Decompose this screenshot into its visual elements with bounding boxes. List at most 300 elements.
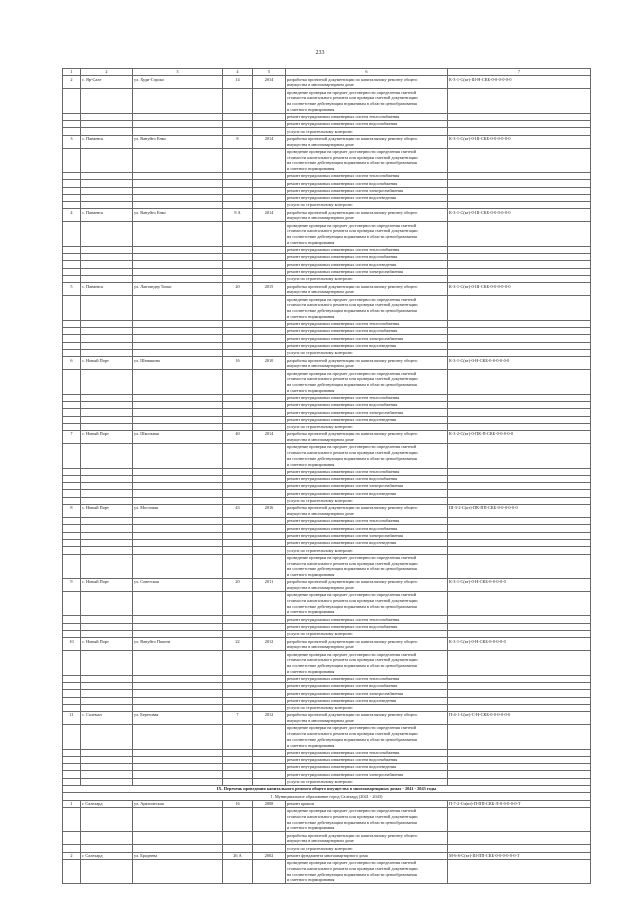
- empty-cell: [223, 845, 253, 852]
- empty-cell: [133, 682, 223, 689]
- work-item-cell: ремонт внутридомовых инженерных систем водоснабжения: [286, 180, 448, 187]
- empty-cell: [223, 532, 253, 539]
- empty-cell: [448, 128, 591, 135]
- empty-cell: [223, 756, 253, 763]
- empty-cell: [223, 444, 253, 468]
- empty-cell: [133, 483, 223, 490]
- row-number-cell: 7: [63, 431, 81, 444]
- capital-repair-table: [62, 68, 591, 884]
- empty-cell: [81, 616, 133, 623]
- table-row: [63, 638, 591, 651]
- empty-cell: [81, 409, 133, 416]
- empty-cell: [63, 261, 81, 268]
- work-item-cell: проведение проверки на предмет достоверности определения сметной стоимости капитального ремонта или проверки сметной документации на соответствие действующим нормативам в области ценообразования и сметного нормирования: [286, 859, 448, 883]
- empty-cell: [133, 180, 223, 187]
- work-item-cell: услуги по строительному контролю: [286, 547, 448, 554]
- empty-cell: [81, 444, 133, 468]
- empty-cell: [63, 630, 81, 637]
- table-subrow: [63, 554, 591, 578]
- empty-cell: [133, 675, 223, 682]
- empty-cell: [63, 616, 81, 623]
- empty-cell: [133, 254, 223, 261]
- work-item-cell: разработка проектной документации по капитальному ремонту общего имущества в многоквартирном доме: [286, 283, 448, 296]
- empty-cell: [81, 690, 133, 697]
- empty-cell: [253, 859, 286, 883]
- work-item-cell: ремонт внутридомовых инженерных систем водоотведения: [286, 261, 448, 268]
- empty-cell: [448, 778, 591, 785]
- empty-cell: [223, 771, 253, 778]
- empty-cell: [81, 539, 133, 546]
- empty-cell: [63, 416, 81, 423]
- empty-cell: [223, 547, 253, 554]
- work-item-cell: ремонт фундамента многоквартирного дома: [286, 852, 448, 859]
- table-subrow: [63, 342, 591, 349]
- house-number-cell: 20: [223, 578, 253, 591]
- table-body-part1: [63, 76, 591, 786]
- work-item-cell: ремонт внутридомовых инженерных систем электроснабжения: [286, 268, 448, 275]
- street-cell: ул. Броднева: [133, 852, 223, 859]
- empty-cell: [63, 276, 81, 283]
- street-cell: ул. Шемякина: [133, 357, 223, 370]
- table-subrow: [63, 148, 591, 172]
- table-subrow: [63, 845, 591, 852]
- empty-cell: [448, 651, 591, 675]
- empty-cell: [81, 128, 133, 135]
- work-item-cell: услуги по строительному контролю: [286, 128, 448, 135]
- empty-cell: [253, 490, 286, 497]
- year-cell: 2008: [253, 800, 286, 807]
- work-item-cell: разработка проектной документации по капитальному ремонту общего имущества в многоквартирном доме: [286, 357, 448, 370]
- table-subrow: [63, 807, 591, 831]
- empty-cell: [133, 468, 223, 475]
- table-subrow: [63, 187, 591, 194]
- empty-cell: [223, 778, 253, 785]
- empty-cell: [448, 490, 591, 497]
- year-cell: 2011: [253, 578, 286, 591]
- empty-cell: [223, 623, 253, 630]
- empty-cell: [133, 370, 223, 394]
- empty-cell: [448, 416, 591, 423]
- empty-cell: [253, 335, 286, 342]
- empty-cell: [448, 335, 591, 342]
- code-cell: П-4-1-С(кт)-С-Н-СКБ-0-0-0-0-0-0: [448, 712, 591, 725]
- code-cell: К-3-2-С(кт)-0-ПК-П-СКБ-0-0-0-0-0: [448, 431, 591, 444]
- year-cell: 2012: [253, 638, 286, 651]
- column-number: 4: [223, 69, 253, 76]
- table-subrow: [63, 497, 591, 504]
- work-item-cell: услуги по строительному контролю: [286, 630, 448, 637]
- empty-cell: [223, 651, 253, 675]
- empty-cell: [448, 591, 591, 615]
- empty-cell: [223, 148, 253, 172]
- table-subrow: [63, 254, 591, 261]
- work-item-cell: ремонт внутридомовых инженерных систем теплоснабжения: [286, 749, 448, 756]
- empty-cell: [133, 296, 223, 320]
- locality-cell: с. Салемал: [81, 712, 133, 725]
- empty-cell: [253, 697, 286, 704]
- work-item-cell: ремонт внутридомовых инженерных систем теплоснабжения: [286, 173, 448, 180]
- work-item-cell: ремонт внутридомовых инженерных систем электроснабжения: [286, 532, 448, 539]
- table-row: [63, 578, 591, 591]
- empty-cell: [223, 121, 253, 128]
- locality-cell: г. Салехард: [81, 800, 133, 807]
- empty-cell: [253, 832, 286, 845]
- empty-cell: [81, 89, 133, 113]
- empty-cell: [253, 320, 286, 327]
- empty-cell: [63, 121, 81, 128]
- empty-cell: [253, 370, 286, 394]
- empty-cell: [81, 623, 133, 630]
- empty-cell: [223, 525, 253, 532]
- work-item-cell: ремонт внутридомовых инженерных систем электроснабжения: [286, 771, 448, 778]
- empty-cell: [253, 194, 286, 201]
- code-cell: К-3-1-С(кт)-0-Н-СКБ-0-0-0-0-0-0: [448, 357, 591, 370]
- empty-cell: [81, 475, 133, 482]
- table-subrow: [63, 89, 591, 113]
- empty-cell: [63, 202, 81, 209]
- empty-cell: [81, 187, 133, 194]
- empty-cell: [253, 202, 286, 209]
- empty-cell: [448, 320, 591, 327]
- empty-cell: [81, 483, 133, 490]
- row-number-cell: 3: [63, 135, 81, 148]
- empty-cell: [81, 756, 133, 763]
- empty-cell: [448, 547, 591, 554]
- empty-cell: [253, 725, 286, 749]
- empty-cell: [81, 254, 133, 261]
- empty-cell: [223, 483, 253, 490]
- house-number-cell: 14: [223, 76, 253, 89]
- empty-cell: [133, 697, 223, 704]
- empty-cell: [223, 630, 253, 637]
- table-subrow: [63, 630, 591, 637]
- empty-cell: [253, 807, 286, 831]
- empty-cell: [253, 328, 286, 335]
- empty-cell: [133, 409, 223, 416]
- empty-cell: [133, 623, 223, 630]
- empty-cell: [223, 682, 253, 689]
- empty-cell: [253, 616, 286, 623]
- table-subrow: [63, 756, 591, 763]
- table-row: [63, 135, 591, 148]
- empty-cell: [63, 771, 81, 778]
- empty-cell: [223, 423, 253, 430]
- empty-cell: [133, 778, 223, 785]
- empty-cell: [81, 490, 133, 497]
- empty-cell: [133, 832, 223, 845]
- work-item-cell: услуги по строительному контролю: [286, 423, 448, 430]
- work-item-cell: проведение проверки на предмет достоверности определения сметной стоимости капитального ремонта или проверки сметной документации на соответствие действующим нормативам в области ценообразования и сметного нормирования: [286, 725, 448, 749]
- column-number: 2: [81, 69, 133, 76]
- empty-cell: [223, 268, 253, 275]
- empty-cell: [63, 547, 81, 554]
- table-subrow: [63, 764, 591, 771]
- empty-cell: [81, 468, 133, 475]
- table-subrow: [63, 468, 591, 475]
- empty-cell: [223, 222, 253, 246]
- year-cell: 2014: [253, 431, 286, 444]
- municipality-title: 1. Муниципальное образование город Салехард (2041 - 2043): [63, 793, 591, 800]
- empty-cell: [253, 261, 286, 268]
- empty-cell: [63, 148, 81, 172]
- empty-cell: [133, 771, 223, 778]
- street-cell: ул. Вануйто Енко: [133, 135, 223, 148]
- table-row: [63, 852, 591, 859]
- table-subrow: [63, 725, 591, 749]
- empty-cell: [133, 518, 223, 525]
- year-cell: 2012: [253, 712, 286, 725]
- empty-cell: [448, 349, 591, 356]
- table-subrow: [63, 651, 591, 675]
- street-cell: ул. Школьная: [133, 431, 223, 444]
- work-item-cell: ремонт внутридомовых инженерных систем водоотведения: [286, 764, 448, 771]
- empty-cell: [63, 483, 81, 490]
- empty-cell: [133, 401, 223, 408]
- empty-cell: [81, 296, 133, 320]
- empty-cell: [63, 394, 81, 401]
- empty-cell: [223, 697, 253, 704]
- empty-cell: [63, 320, 81, 327]
- empty-cell: [253, 475, 286, 482]
- empty-cell: [448, 401, 591, 408]
- empty-cell: [81, 202, 133, 209]
- empty-cell: [448, 394, 591, 401]
- locality-cell: г. Салехард: [81, 852, 133, 859]
- locality-cell: с. Новый Порт: [81, 578, 133, 591]
- year-cell: 2014: [253, 209, 286, 222]
- empty-cell: [133, 113, 223, 120]
- year-cell: 2010: [253, 357, 286, 370]
- empty-cell: [448, 202, 591, 209]
- empty-cell: [81, 630, 133, 637]
- empty-cell: [81, 682, 133, 689]
- work-item-cell: ремонт внутридомовых инженерных систем водоснабжения: [286, 525, 448, 532]
- empty-cell: [63, 845, 81, 852]
- work-item-cell: ремонт внутридомовых инженерных систем теплоснабжения: [286, 113, 448, 120]
- empty-cell: [448, 554, 591, 578]
- empty-cell: [81, 246, 133, 253]
- locality-cell: с. Новый Порт: [81, 431, 133, 444]
- table-subrow: [63, 444, 591, 468]
- empty-cell: [81, 807, 133, 831]
- empty-cell: [253, 121, 286, 128]
- house-number-cell: 22: [223, 638, 253, 651]
- empty-cell: [81, 222, 133, 246]
- empty-cell: [253, 749, 286, 756]
- work-item-cell: проведение проверки на предмет достоверности определения сметной стоимости капитального ремонта или проверки сметной документации на соответствие действующим нормативам в области ценообразования и сметного нормирования: [286, 444, 448, 468]
- work-item-cell: ремонт внутридомовых инженерных систем теплоснабжения: [286, 675, 448, 682]
- house-number-cell: 16: [223, 800, 253, 807]
- column-number: 7: [448, 69, 591, 76]
- work-item-cell: ремонт внутридомовых инженерных систем водоснабжения: [286, 682, 448, 689]
- table-subrow: [63, 532, 591, 539]
- empty-cell: [448, 89, 591, 113]
- work-item-cell: услуги по строительному контролю: [286, 497, 448, 504]
- table-subrow: [63, 416, 591, 423]
- row-number-cell: 9: [63, 578, 81, 591]
- empty-cell: [81, 697, 133, 704]
- work-item-cell: ремонт внутридомовых инженерных систем теплоснабжения: [286, 320, 448, 327]
- work-item-cell: ремонт крыши: [286, 800, 448, 807]
- empty-cell: [81, 651, 133, 675]
- table-subrow: [63, 180, 591, 187]
- empty-cell: [253, 180, 286, 187]
- section-header: [63, 786, 591, 801]
- work-item-cell: ремонт внутридомовых инженерных систем теплоснабжения: [286, 394, 448, 401]
- empty-cell: [81, 764, 133, 771]
- empty-cell: [63, 764, 81, 771]
- empty-cell: [253, 591, 286, 615]
- table-subrow: [63, 704, 591, 711]
- empty-cell: [133, 328, 223, 335]
- work-item-cell: разработка проектной документации по капитальному ремонту общего имущества в многоквартирном доме: [286, 638, 448, 651]
- empty-cell: [448, 296, 591, 320]
- empty-cell: [223, 296, 253, 320]
- empty-cell: [223, 704, 253, 711]
- empty-cell: [223, 254, 253, 261]
- empty-cell: [448, 475, 591, 482]
- table-subrow: [63, 128, 591, 135]
- empty-cell: [63, 704, 81, 711]
- empty-cell: [448, 518, 591, 525]
- empty-cell: [81, 320, 133, 327]
- table-body-part2: [63, 800, 591, 884]
- empty-cell: [133, 121, 223, 128]
- empty-cell: [253, 423, 286, 430]
- work-item-cell: проведение проверки на предмет достоверности определения сметной стоимости капитального ремонта или проверки сметной документации на соответствие действующим нормативам в области ценообразования и сметного нормирования: [286, 148, 448, 172]
- work-item-cell: ремонт внутридомовых инженерных систем теплоснабжения: [286, 468, 448, 475]
- work-item-cell: услуги по строительному контролю: [286, 845, 448, 852]
- table-subrow: [63, 276, 591, 283]
- empty-cell: [448, 328, 591, 335]
- empty-cell: [63, 444, 81, 468]
- empty-cell: [223, 497, 253, 504]
- empty-cell: [253, 444, 286, 468]
- empty-cell: [223, 342, 253, 349]
- empty-cell: [81, 328, 133, 335]
- empty-cell: [253, 518, 286, 525]
- locality-cell: с. Панаевск: [81, 283, 133, 296]
- table-row: [63, 76, 591, 89]
- table-subrow: [63, 675, 591, 682]
- empty-cell: [253, 394, 286, 401]
- street-cell: ул. Арктическая: [133, 800, 223, 807]
- empty-cell: [253, 276, 286, 283]
- empty-cell: [253, 778, 286, 785]
- table-subrow: [63, 682, 591, 689]
- empty-cell: [133, 704, 223, 711]
- house-number-cell: 43: [223, 505, 253, 518]
- empty-cell: [223, 859, 253, 883]
- empty-cell: [133, 532, 223, 539]
- year-cell: 2002: [253, 852, 286, 859]
- empty-cell: [63, 335, 81, 342]
- empty-cell: [133, 416, 223, 423]
- empty-cell: [223, 349, 253, 356]
- empty-cell: [448, 468, 591, 475]
- empty-cell: [81, 113, 133, 120]
- empty-cell: [133, 764, 223, 771]
- empty-cell: [63, 180, 81, 187]
- locality-cell: с. Новый Порт: [81, 357, 133, 370]
- work-item-cell: ремонт внутридомовых инженерных систем электроснабжения: [286, 690, 448, 697]
- empty-cell: [253, 113, 286, 120]
- empty-cell: [63, 675, 81, 682]
- empty-cell: [63, 756, 81, 763]
- empty-cell: [253, 254, 286, 261]
- work-item-cell: проведение проверки на предмет достоверности определения сметной стоимости капитального ремонта или проверки сметной документации на соответствие действующим нормативам в области ценообразования и сметного нормирования: [286, 807, 448, 831]
- empty-cell: [223, 335, 253, 342]
- house-number-cell: 40: [223, 431, 253, 444]
- table-subrow: [63, 320, 591, 327]
- work-item-cell: разработка проектной документации по капитальному ремонту общего имущества в многоквартирном доме: [286, 505, 448, 518]
- work-item-cell: услуги по строительному контролю: [286, 704, 448, 711]
- empty-cell: [133, 222, 223, 246]
- empty-cell: [133, 690, 223, 697]
- empty-cell: [133, 89, 223, 113]
- empty-cell: [133, 554, 223, 578]
- row-number-cell: 1: [63, 800, 81, 807]
- empty-cell: [223, 89, 253, 113]
- empty-cell: [223, 591, 253, 615]
- row-number-cell: 2: [63, 852, 81, 859]
- empty-cell: [253, 845, 286, 852]
- empty-cell: [63, 342, 81, 349]
- empty-cell: [223, 173, 253, 180]
- page-number: 233: [315, 50, 325, 56]
- work-item-cell: ремонт внутридомовых инженерных систем электроснабжения: [286, 483, 448, 490]
- empty-cell: [253, 651, 286, 675]
- empty-cell: [81, 401, 133, 408]
- empty-cell: [133, 423, 223, 430]
- empty-cell: [448, 342, 591, 349]
- column-number: 6: [286, 69, 448, 76]
- empty-cell: [81, 845, 133, 852]
- year-cell: 2014: [253, 135, 286, 148]
- section-title-row: [63, 786, 591, 793]
- empty-cell: [63, 222, 81, 246]
- column-number-row: [63, 69, 591, 76]
- row-number-cell: 4: [63, 209, 81, 222]
- empty-cell: [223, 370, 253, 394]
- empty-cell: [63, 623, 81, 630]
- table-subrow: [63, 401, 591, 408]
- work-item-cell: ремонт внутридомовых инженерных систем электроснабжения: [286, 187, 448, 194]
- empty-cell: [81, 859, 133, 883]
- empty-cell: [63, 591, 81, 615]
- empty-cell: [223, 187, 253, 194]
- empty-cell: [448, 845, 591, 852]
- empty-cell: [253, 401, 286, 408]
- empty-cell: [81, 591, 133, 615]
- empty-cell: [81, 832, 133, 845]
- empty-cell: [63, 490, 81, 497]
- empty-cell: [81, 423, 133, 430]
- locality-cell: с. Новый Порт: [81, 505, 133, 518]
- house-number-cell: 7: [223, 712, 253, 725]
- empty-cell: [133, 261, 223, 268]
- empty-cell: [448, 764, 591, 771]
- empty-cell: [253, 532, 286, 539]
- empty-cell: [81, 370, 133, 394]
- table-subrow: [63, 778, 591, 785]
- table-subrow: [63, 296, 591, 320]
- empty-cell: [81, 148, 133, 172]
- table-subrow: [63, 335, 591, 342]
- table-subrow: [63, 423, 591, 430]
- empty-cell: [81, 261, 133, 268]
- empty-cell: [448, 261, 591, 268]
